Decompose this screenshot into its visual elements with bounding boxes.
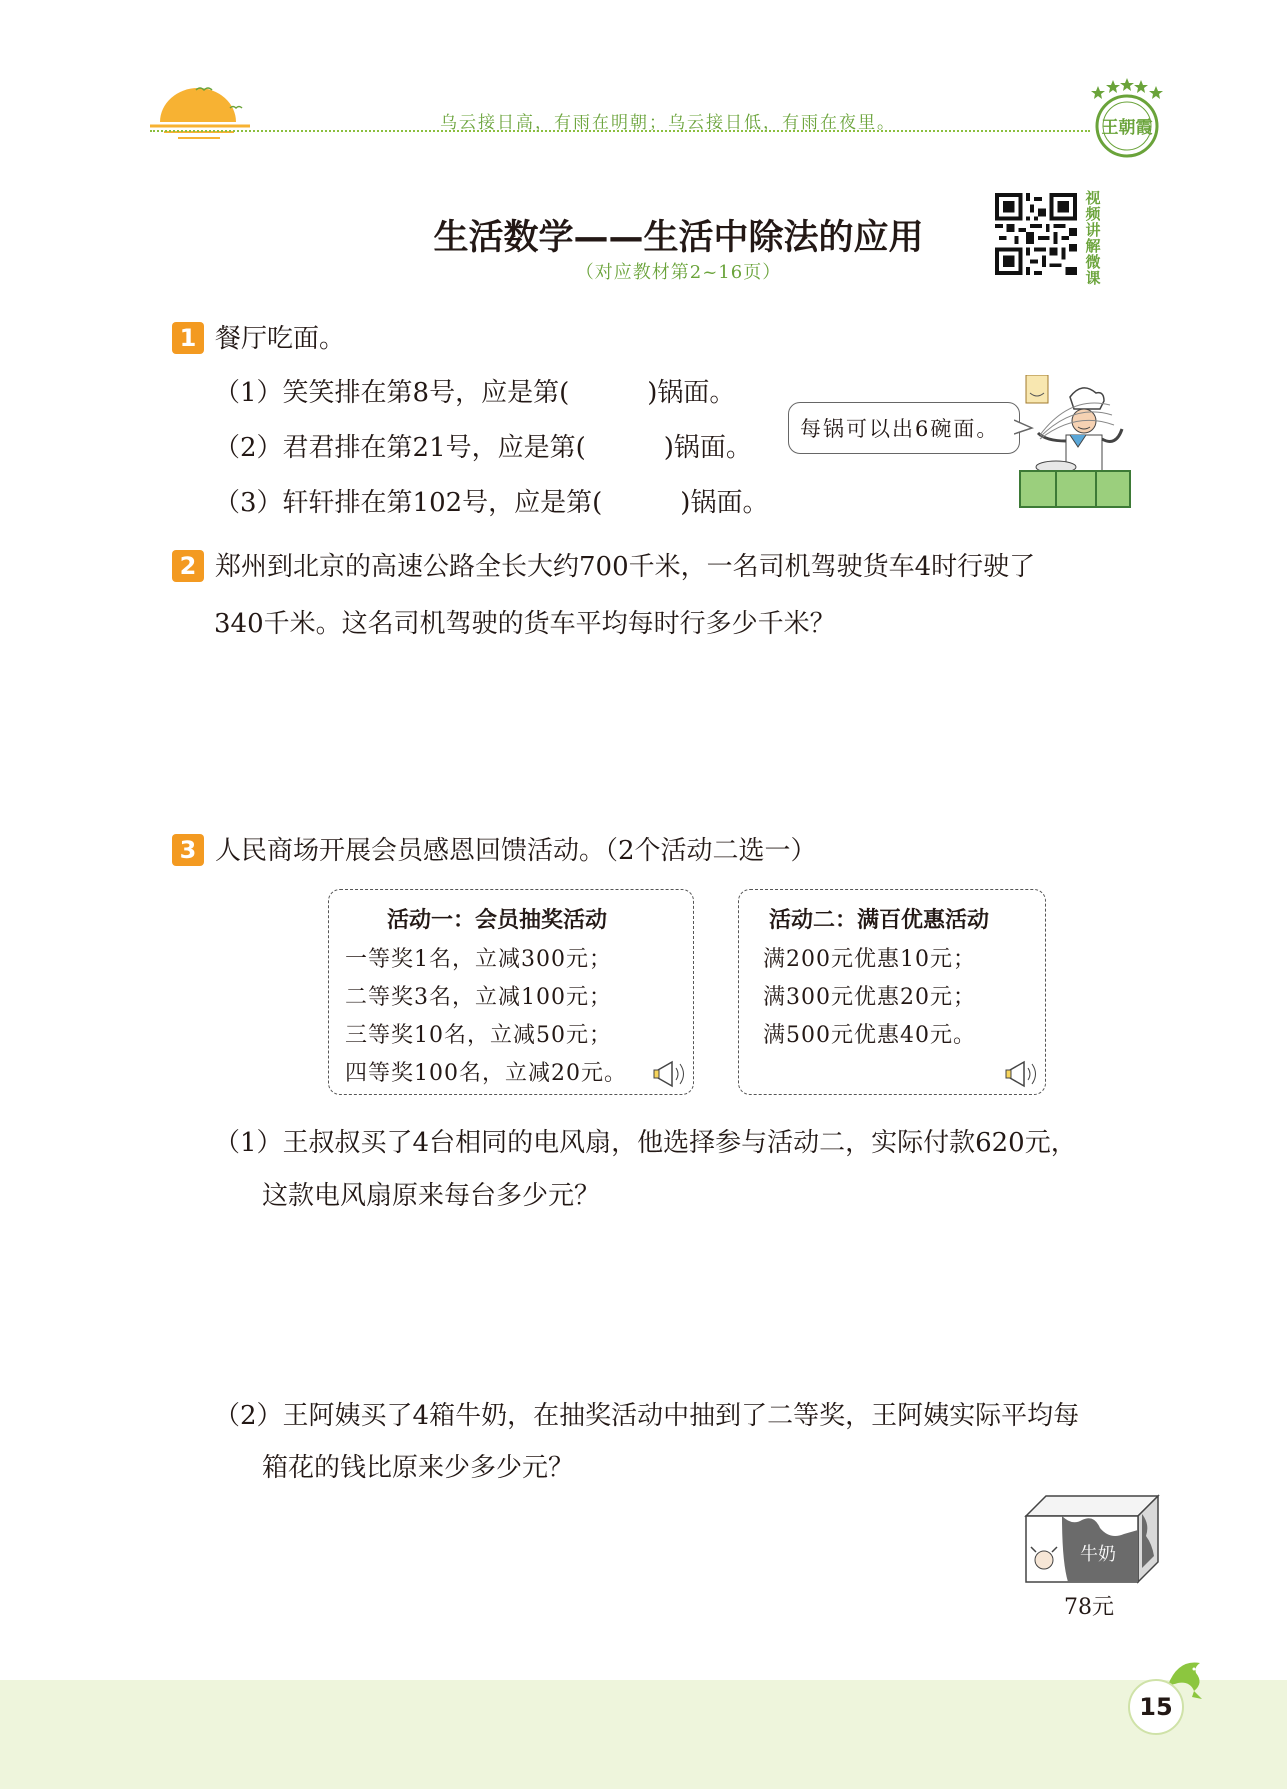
question-1-sub-1: （1）笑笑排在第8号，应是第( )锅面。 [214,378,736,408]
header-motto: 乌云接日高，有雨在明朝；乌云接日低，有雨在夜里。 [440,113,896,133]
question-number-2: 2 [172,550,204,582]
question-3-text: 人民商场开展会员感恩回馈活动。（2个活动二选一） [215,836,817,866]
activity-1-title: 活动一：会员抽奖活动 [387,908,608,933]
milk-box-label: 牛奶 [1080,1544,1116,1565]
question-1-text: 餐厅吃面。 [215,324,346,354]
activity-1-line: 二等奖3名，立减100元； [345,985,612,1010]
page-subtitle: （对应教材第2~16页） [575,262,782,283]
milk-price: 78元 [1064,1595,1114,1620]
page-title: 生活数学——生活中除法的应用 [433,218,924,258]
sunset-icon [148,82,258,142]
brand-logo [1084,76,1170,166]
question-3-sub-2-line-2: 箱花的钱比原来少多少元？ [262,1453,575,1483]
qr-code-icon[interactable] [995,193,1077,275]
question-number-1: 1 [172,322,204,354]
page-number: 15 [1139,1693,1173,1721]
activity-2-line: 满200元优惠10元； [763,947,976,972]
activity-2-title: 活动二：满百优惠活动 [769,908,990,933]
question-3-sub-2-line-1: （2）王阿姨买了4箱牛奶，在抽奖活动中抽到了二等奖，王阿姨实际平均每 [214,1401,1080,1431]
chef-illustration [1018,375,1138,510]
question-3-sub-1-line-2: 这款电风扇原来每台多少元？ [262,1181,601,1211]
activity-2-line: 满300元优惠20元； [763,985,976,1010]
milk-box-illustration [1022,1494,1162,1588]
activity-1-line: 三等奖10名，立减50元； [345,1023,612,1048]
qr-code-label: 视频讲解微课 [1085,189,1101,287]
question-number-3: 3 [172,834,204,866]
question-3-sub-1-line-1: （1）王叔叔买了4台相同的电风扇，他选择参与活动二，实际付款620元， [214,1128,1077,1158]
megaphone-icon [652,1058,688,1090]
question-1-sub-3: （3）轩轩排在第102号，应是第( )锅面。 [214,488,769,518]
activity-2-line: 满500元优惠40元。 [763,1023,976,1048]
question-1-sub-2: （2）君君排在第21号，应是第( )锅面。 [214,433,752,463]
activity-1-line: 一等奖1名，立减300元； [345,947,612,972]
brand-logo-text: 王朝霞 [1101,118,1153,138]
speech-bubble-text: 每锅可以出6碗面。 [800,417,1000,441]
footer-wave [0,1672,1287,1702]
megaphone-icon [1004,1058,1040,1090]
activity-1-line: 四等奖100名，立减20元。 [345,1061,627,1086]
question-2-line-1: 郑州到北京的高速公路全长大约700千米，一名司机驾驶货车4时行驶了 [215,552,1036,582]
question-2-line-2: 340千米。这名司机驾驶的货车平均每时行多少千米？ [214,609,836,639]
